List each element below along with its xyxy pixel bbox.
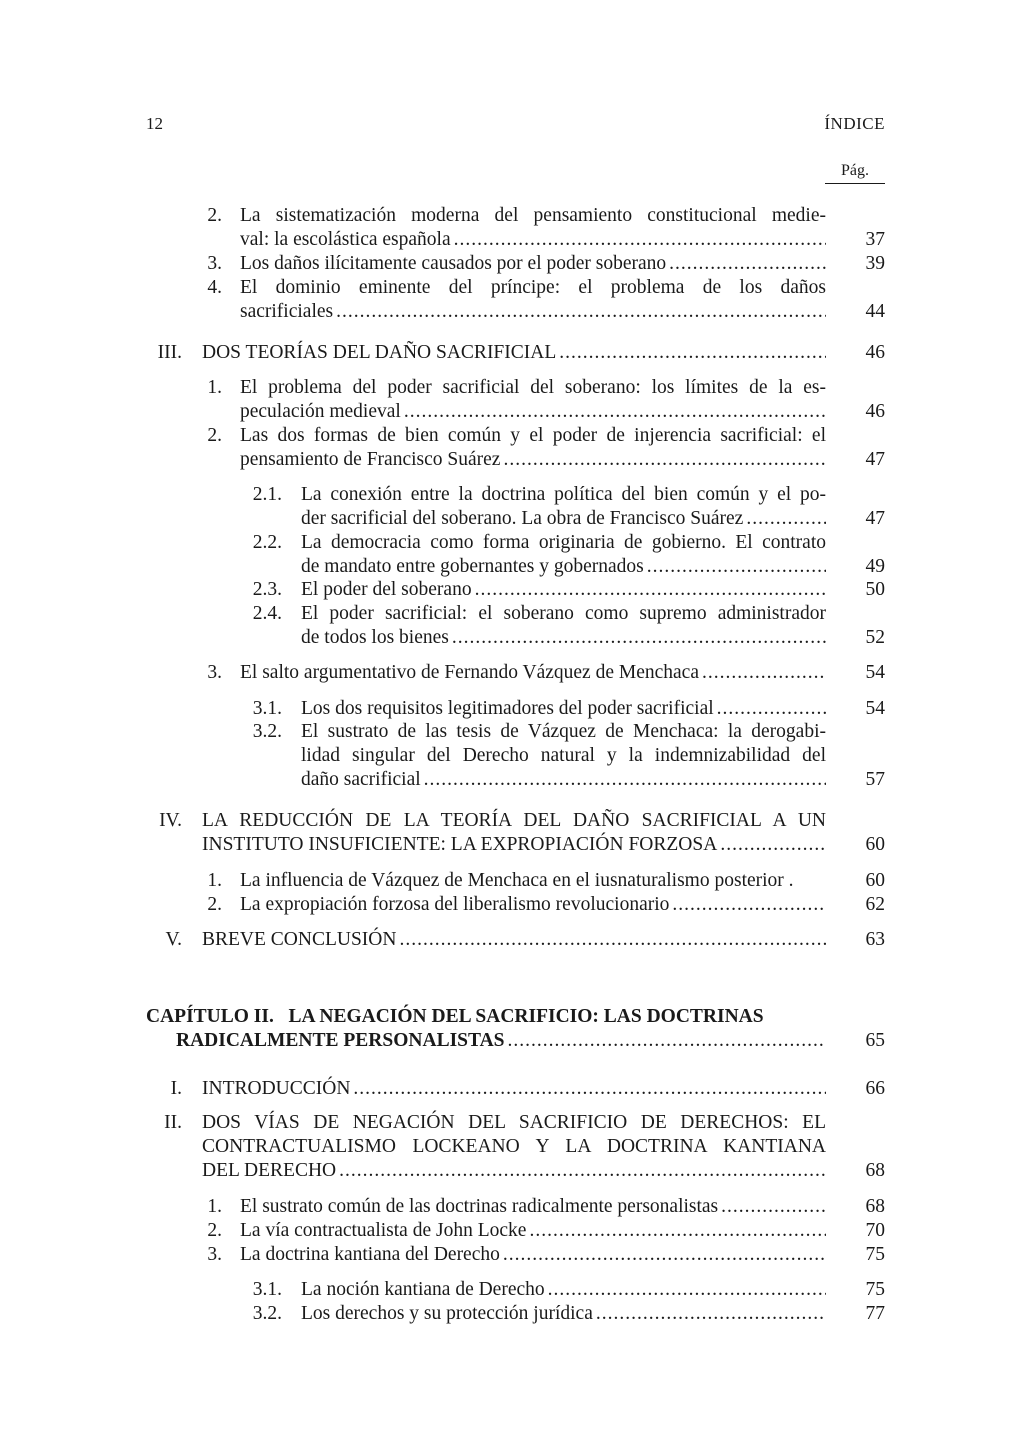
- entry-number: 1.: [207, 1196, 222, 1217]
- entry-title-last: INTRODUCCIÓN: [202, 1078, 351, 1099]
- entry-title-last: pensamiento de Francisco Suárez: [240, 449, 501, 470]
- entry-page: 50: [865, 579, 885, 600]
- entry-page: 46: [865, 342, 885, 363]
- subentry-number: 3.1.: [252, 1279, 282, 1300]
- entry-number: 3.: [207, 1244, 222, 1265]
- entry-title-last: DOS TEORÍAS DEL DAÑO SACRIFICIAL: [202, 342, 557, 363]
- entry-number: 2.: [207, 1220, 222, 1241]
- subentry-number: 3.2.: [252, 1303, 282, 1324]
- entry-title-last: La noción kantiana de Derecho: [301, 1279, 545, 1300]
- entry-title-last: El salto argumentativo de Fernando Vázquez de Menchaca: [240, 662, 699, 683]
- page-number: 12: [146, 114, 163, 133]
- section-title: [202, 341, 826, 365]
- entry-title-last: BREVE CONCLUSIÓN: [202, 929, 397, 950]
- entry-number: 2.: [207, 425, 222, 446]
- subentry-number: 2.3.: [252, 579, 282, 600]
- section-number: V.: [165, 929, 182, 950]
- entry-title-line: [240, 1195, 826, 1219]
- subentry-number: 3.1.: [252, 698, 282, 719]
- entry-title-line: [301, 697, 826, 721]
- entry-page: 77: [865, 1303, 885, 1324]
- entry-title-last: INSTITUTO INSUFICIENTE: LA EXPROPIACIÓN FORZOSA: [202, 834, 718, 855]
- entry-title-line: La influencia de Vázquez de Menchaca en el iusnaturalismo posterior .: [240, 870, 794, 891]
- entry-page: 68: [865, 1160, 885, 1181]
- entry-page: 47: [865, 508, 885, 529]
- entry-title-line: [301, 1278, 826, 1302]
- section-title: LA REDUCCIÓN DE LA TEORÍA DEL DAÑO SACRIFICIAL A UN: [202, 810, 826, 831]
- entry-number: 3.: [207, 253, 222, 274]
- entry-title-last: Los dos requisitos legitimadores del poder sacrificial: [301, 698, 714, 719]
- entry-title-line: [240, 1243, 826, 1267]
- section-title: [202, 1077, 826, 1101]
- entry-page: 46: [865, 401, 885, 422]
- entry-title-line: [301, 507, 826, 531]
- entry-title-last: Los daños ilícitamente causados por el poder soberano: [240, 253, 667, 274]
- entry-title-line: [301, 555, 826, 579]
- entry-page: 52: [865, 627, 885, 648]
- entry-title-line: [240, 400, 826, 424]
- entry-title-last: La expropiación forzosa del liberalismo revolucionario: [240, 894, 670, 915]
- entry-page: 65: [865, 1030, 885, 1051]
- entry-page: 49: [865, 556, 885, 577]
- entry-page: 68: [865, 1196, 885, 1217]
- entry-page: 39: [865, 253, 885, 274]
- entry-page: 54: [865, 662, 885, 683]
- entry-title-line: [301, 768, 826, 792]
- entry-page: 44: [865, 301, 885, 322]
- subentry-number: 3.2.: [252, 721, 282, 742]
- section-title: CONTRACTUALISMO LOCKEANO Y LA DOCTRINA KANTIANA: [202, 1136, 826, 1157]
- section-number: II.: [164, 1112, 182, 1133]
- entry-title-line: Las dos formas de bien común y el poder de injerencia sacrificial: el: [240, 425, 826, 446]
- chapter-title: CAPÍTULO II. LA NEGACIÓN DEL SACRIFICIO: LAS DOCTRINAS: [146, 1006, 764, 1027]
- entry-title-last: de todos los bienes: [301, 627, 449, 648]
- entry-title-line: [240, 1219, 826, 1243]
- subentry-number: 2.4.: [252, 603, 282, 624]
- entry-title-line: [301, 578, 826, 602]
- entry-title-last: de mandato entre gobernantes y gobernados: [301, 556, 644, 577]
- entry-title-line: [240, 448, 826, 472]
- section-title: [202, 928, 826, 952]
- entry-page: 62: [865, 894, 885, 915]
- entry-page: 75: [865, 1279, 885, 1300]
- entry-title-last: La vía contractualista de John Locke: [240, 1220, 527, 1241]
- entry-page: 66: [865, 1078, 885, 1099]
- entry-title-last: peculación medieval: [240, 401, 401, 422]
- entry-title-last: val: la escolástica española: [240, 229, 451, 250]
- running-head: ÍNDICE: [824, 114, 885, 133]
- entry-number: 2.: [207, 894, 222, 915]
- entry-title-line: El poder sacrificial: el soberano como supremo administrador: [301, 603, 826, 624]
- entry-title-last: El poder del soberano: [301, 579, 472, 600]
- entry-number: 1.: [207, 377, 222, 398]
- subentry-number: 2.2.: [252, 532, 282, 553]
- entry-title-line: [240, 228, 826, 252]
- entry-title-last: daño sacrificial: [301, 769, 421, 790]
- entry-title-last: RADICALMENTE PERSONALISTAS: [176, 1030, 505, 1051]
- section-title: [202, 833, 826, 857]
- entry-title-line: lidad singular del Derecho natural y la indemnizabilidad del: [301, 745, 826, 766]
- entry-page: 60: [865, 870, 885, 891]
- section-title: [202, 1159, 826, 1183]
- entry-page: 47: [865, 449, 885, 470]
- entry-title-line: [240, 893, 826, 917]
- entry-title-line: La democracia como forma originaria de gobierno. El contrato: [301, 532, 826, 553]
- entry-title-line: [240, 661, 826, 685]
- entry-title-line: El dominio eminente del príncipe: el problema de los daños: [240, 277, 826, 298]
- entry-title-line: El problema del poder sacrificial del soberano: los límites de la es-: [240, 377, 826, 398]
- entry-title-line: [301, 626, 826, 650]
- entry-title-line: El sustrato de las tesis de Vázquez de Menchaca: la derogabi-: [301, 721, 826, 742]
- entry-title-last: La doctrina kantiana del Derecho: [240, 1244, 500, 1265]
- entry-number: 2.: [207, 205, 222, 226]
- entry-number: 4.: [207, 277, 222, 298]
- entry-title-last: sacrificiales: [240, 301, 334, 322]
- entry-title-line: La sistematización moderna del pensamiento constitucional medie-: [240, 205, 826, 226]
- entry-page: 37: [865, 229, 885, 250]
- entry-title-line: [301, 1302, 826, 1326]
- entry-title-line: [240, 300, 826, 324]
- entry-title-last: El sustrato común de las doctrinas radicalmente personalistas: [240, 1196, 719, 1217]
- entry-page: 63: [865, 929, 885, 950]
- entry-page: 54: [865, 698, 885, 719]
- entry-title-last: der sacrificial del soberano. La obra de Francisco Suárez: [301, 508, 744, 529]
- entry-title-last: Los derechos y su protección jurídica: [301, 1303, 593, 1324]
- entry-title-line: La conexión entre la doctrina política del bien común y el po-: [301, 484, 826, 505]
- section-title: DOS VÍAS DE NEGACIÓN DEL SACRIFICIO DE DERECHOS: EL: [202, 1112, 826, 1133]
- section-number: I.: [170, 1078, 182, 1099]
- entry-page: 57: [865, 769, 885, 790]
- section-number: III.: [157, 342, 182, 363]
- section-number: IV.: [159, 810, 182, 831]
- entry-number: 1.: [207, 870, 222, 891]
- chapter-title: [176, 1029, 826, 1053]
- entry-page: 75: [865, 1244, 885, 1265]
- entry-page: 70: [865, 1220, 885, 1241]
- entry-title-last: DEL DERECHO: [202, 1160, 337, 1181]
- entry-title-line: [240, 252, 826, 276]
- entry-number: 3.: [207, 662, 222, 683]
- entry-page: 60: [865, 834, 885, 855]
- page-column-label: Pág.: [825, 162, 885, 184]
- subentry-number: 2.1.: [252, 484, 282, 505]
